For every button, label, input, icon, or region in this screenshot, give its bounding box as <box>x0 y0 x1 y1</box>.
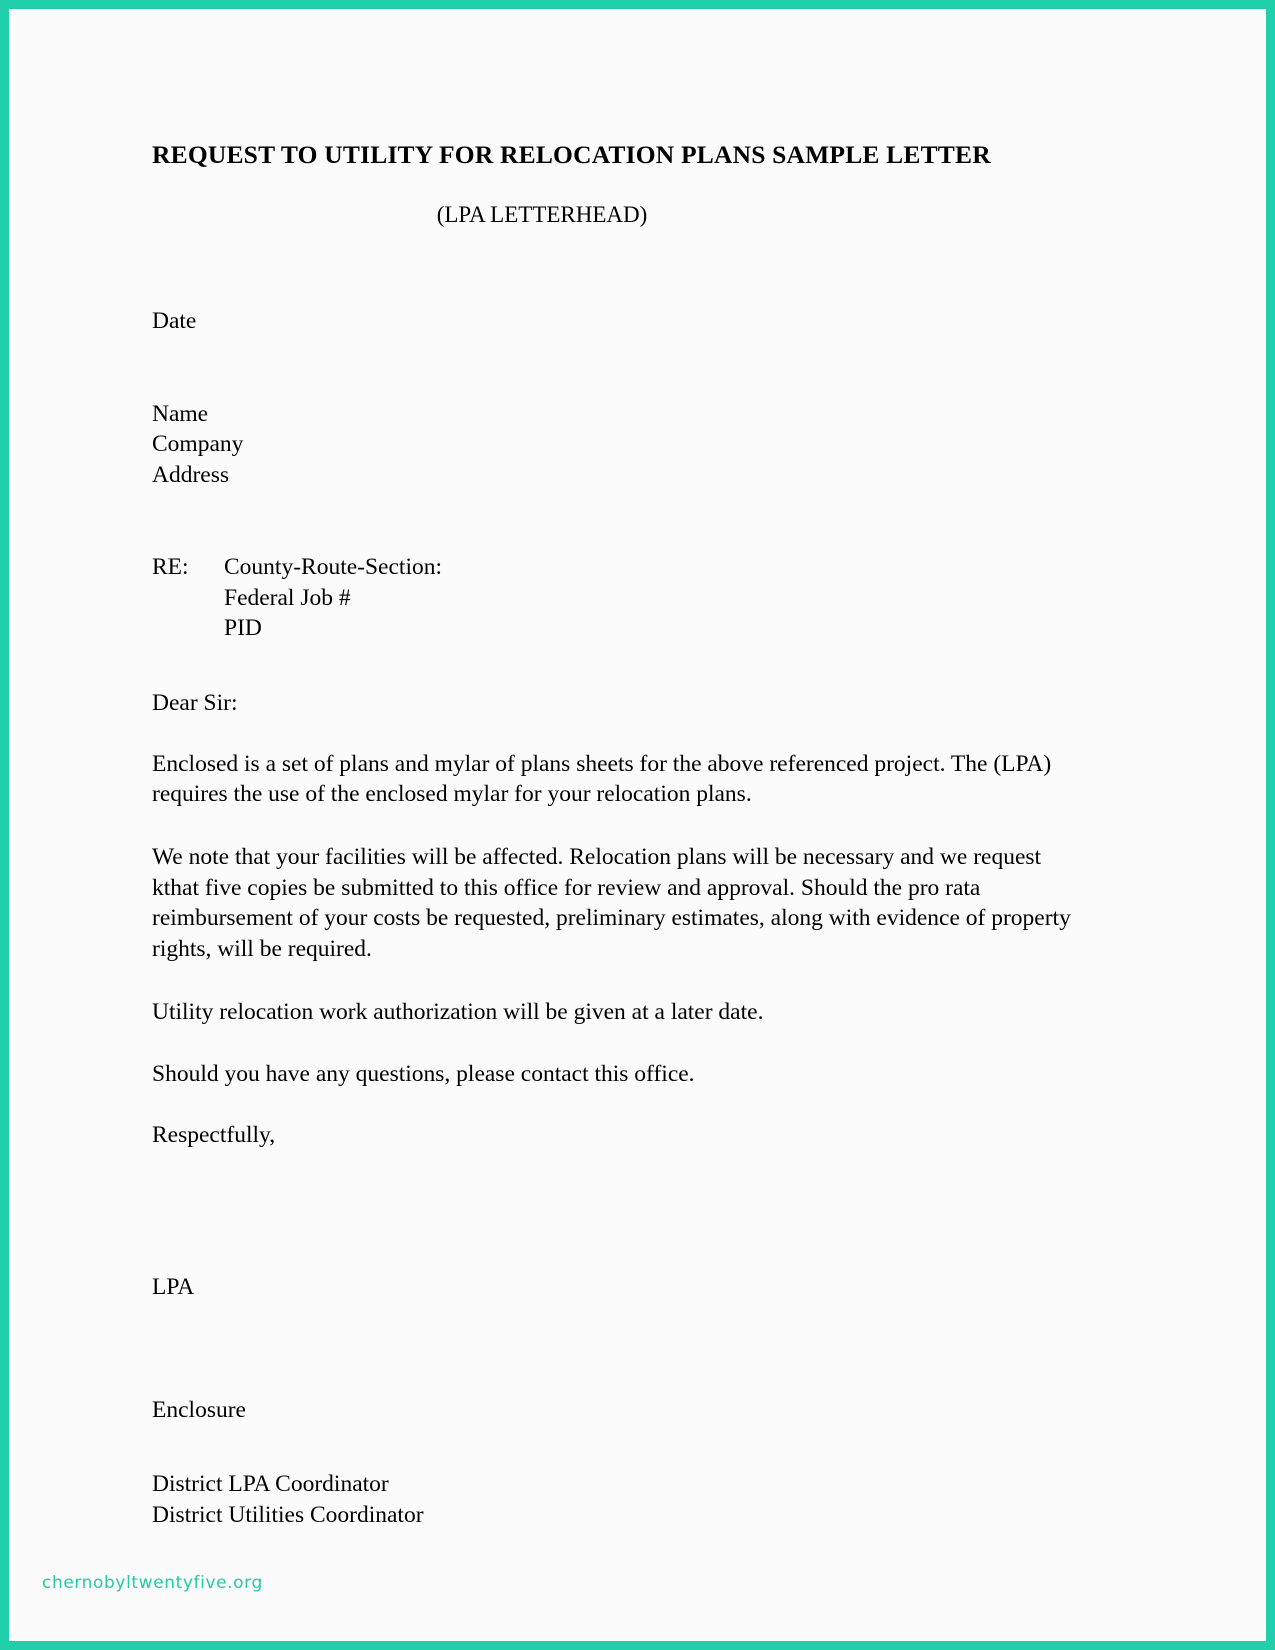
recipient-company: Company <box>152 431 244 458</box>
spacer-after-date <box>152 337 1082 399</box>
signature-organization: LPA <box>152 1274 195 1301</box>
body-paragraph-4: Should you have any questions, please contact this office. <box>152 1061 695 1088</box>
body-paragraph-2: We note that your facilities will be affected. Relocation plans will be necessary and we request kthat five copies be submitted to this office for review and approval. Should the pro rata reimbursement of your costs be requested, preliminary estimates, along with evidence of property rights, will be required. <box>152 843 1071 962</box>
body-paragraph-1: Enclosed is a set of plans and mylar of plans sheets for the above referenced project. The (LPA) requires the use of the enclosed mylar for your relocation plans. <box>152 750 1052 808</box>
site-watermark: chernobyltwentyfive.org <box>42 1573 263 1593</box>
recipient-address: Address <box>152 461 230 488</box>
re-line-federal-job: Federal Job # <box>224 584 351 611</box>
date-line: Date <box>152 308 197 335</box>
spacer-after-recipient <box>152 490 1082 552</box>
spacer-before-closing <box>152 1090 1082 1120</box>
cc-distribution-block <box>152 1469 1082 1530</box>
spacer-after-signature <box>152 1303 1082 1365</box>
spacer-after-salutation <box>152 719 1082 749</box>
letter-sheet <box>9 9 1266 1641</box>
recipient-block <box>152 399 1082 491</box>
spacer-after-enclosure <box>152 1425 1082 1469</box>
signature-space <box>152 1150 1082 1228</box>
body-paragraph-3: Utility relocation work authorization will be given at a later date. <box>152 998 764 1025</box>
spacer-after-re <box>152 644 1082 688</box>
signature-space-extra <box>152 1228 1082 1272</box>
letter-content <box>152 140 1082 1531</box>
enclosure-notation: Enclosure <box>152 1396 246 1423</box>
cc-line-district-lpa-coordinator: District LPA Coordinator <box>152 1471 389 1498</box>
re-block <box>152 552 1082 644</box>
cc-line-district-utilities-coordinator: District Utilities Coordinator <box>152 1502 424 1528</box>
page-title: REQUEST TO UTILITY FOR RELOCATION PLANS SAMPLE LETTER <box>152 140 991 169</box>
recipient-name: Name <box>152 400 209 427</box>
re-label: RE: <box>152 554 189 581</box>
closing-salutation: Respectfully, <box>152 1121 276 1148</box>
letterhead-subtitle: (LPA LETTERHEAD) <box>436 201 648 227</box>
re-line-pid: PID <box>224 615 262 642</box>
re-values <box>224 552 1082 644</box>
salutation: Dear Sir: <box>152 690 238 717</box>
spacer-after-subtitle <box>152 228 1082 306</box>
re-line-county-route-section: County-Route-Section: <box>224 554 443 581</box>
spacer-after-signature-2 <box>152 1365 1082 1395</box>
